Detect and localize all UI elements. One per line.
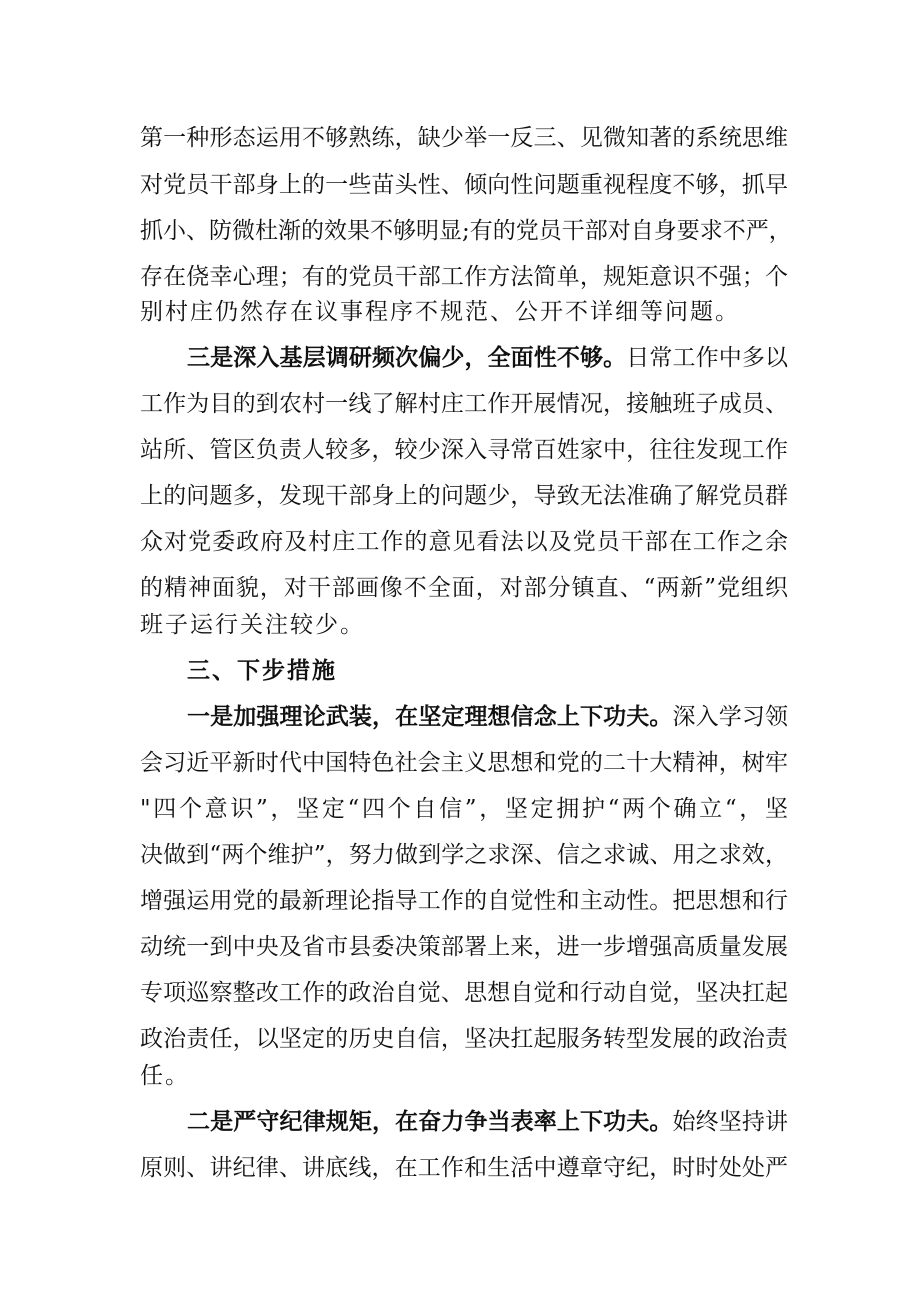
text-line: "四个意识”，坚定“四个自信”，坚定拥护“两个确立“，坚 [140,796,788,822]
text-line: 工作为目的到农村一线了解村庄工作开展情况，接触班子成员、 [140,391,788,417]
text-line: 会习近平新时代中国特色社会主义思想和党的二十大精神，树牢 [140,750,788,776]
text-line: 原则、讲纪律、讲底线，在工作和生活中遵章守纪，时时处处严 [140,1155,788,1181]
paragraph-heading-line: 一是加强理论武装，在坚定理想信念上下功夫。深入学习领 [187,703,789,730]
bold-lead: 二是严守纪律规矩，在奋力争当表率上下功夫。 [187,1108,673,1135]
bold-lead: 三是深入基层调研频次偏少，全面性不够。 [187,344,627,371]
text-line: 决做到“两个维护”，努力做到学之求深、信之求诚、用之求效， [140,842,788,868]
bold-lead: 一是加强理论武装，在坚定理想信念上下功夫。 [187,703,673,730]
text-line: 上的问题多，发现干部身上的问题少，导致无法准确了解党员群 [140,483,788,509]
text-line: 专项巡察整改工作的政治自觉、思想自觉和行动自觉，坚决扛起 [140,980,788,1006]
text-line: 增强运用党的最新理论指导工作的自觉性和主动性。把思想和行 [140,888,788,914]
text-line: 动统一到中央及省市县委决策部署上来，进一步增强高质量发展 [140,934,788,960]
text-line: 别村庄仍然存在议事程序不规范、公开不详细等问题。 [140,299,740,325]
text-line: 第一种形态运用不够熟练，缺少举一反三、见微知著的系统思维 [140,125,788,151]
text-line: 任。 [140,1063,190,1089]
text-line: 抓小、防微杜渐的效果不够明显;有的党员干部对自身要求不严， [140,218,792,244]
text-line: 存在侥幸心理；有的党员干部工作方法简单，规矩意识不强；个 [140,264,788,290]
text-line: 众对党委政府及村庄工作的意见看法以及党员干部在工作之余 [140,529,788,555]
text-line: 对党员干部身上的一些苗头性、倾向性问题重视程度不够，抓早 [140,172,788,198]
text-line: 的精神面貌，对干部画像不全面，对部分镇直、“两新”党组织 [140,575,788,601]
paragraph-heading-line: 三是深入基层调研频次偏少，全面性不够。日常工作中多以 [187,344,789,371]
section-heading: 三、下步措施 [187,657,337,684]
text-line: 班子运行关注较少。 [140,612,365,638]
paragraph-heading-line: 二是严守纪律规矩，在奋力争当表率上下功夫。始终坚持讲 [187,1108,789,1135]
text-line: 政治责任，以坚定的历史自信，坚决扛起服务转型发展的政治责 [140,1026,788,1052]
text-line: 站所、管区负责人较多，较少深入寻常百姓家中，往往发现工作 [140,437,788,463]
